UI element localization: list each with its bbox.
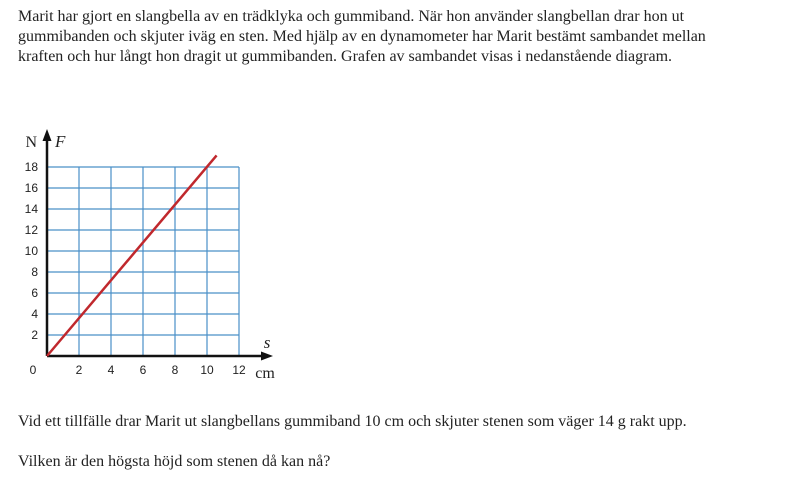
y-axis-label: F — [55, 132, 66, 151]
y-tick-label: 4 — [31, 307, 38, 321]
x-tick-labels — [76, 363, 246, 377]
x-axis-unit: cm — [255, 365, 275, 382]
y-axis-arrow-icon — [43, 129, 52, 141]
y-tick-label: 12 — [24, 223, 38, 237]
question-setup: Vid ett tillfälle drar Marit ut slangbellans gummiband 10 cm och skjuter stenen som väger 14 g rakt upp. — [18, 413, 687, 430]
y-tick-label: 16 — [24, 181, 38, 195]
chart-series — [47, 155, 217, 356]
y-tick-labels — [25, 160, 39, 342]
y-axis-unit: N — [25, 134, 37, 151]
origin-label: 0 — [29, 363, 37, 377]
y-tick-label: 18 — [24, 160, 38, 174]
force-extension-chart — [0, 110, 300, 400]
x-tick-label: 4 — [107, 363, 115, 377]
x-tick-label: 10 — [200, 363, 214, 377]
y-tick-label: 2 — [31, 328, 38, 342]
x-tick-label: 6 — [139, 363, 147, 377]
y-tick-label: 6 — [31, 286, 38, 300]
y-tick-label: 8 — [31, 265, 38, 279]
series-line — [47, 155, 217, 356]
question-prompt: Vilken är den högsta höjd som stenen då kan nå? — [18, 453, 331, 470]
x-tick-label: 2 — [75, 363, 83, 377]
problem-intro: Marit har gjort en slangbella av en trädklyka och gummiband. När hon använder slangbellan drar hon ut gummibanden och skjuter iväg en sten. Med hjälp av en dynamometer har Marit bestämt sambandet mellan kraften och hur långt hon dragit ut gummibanden. Grafen av sambandet visas i nedanstående diagram. — [18, 8, 706, 65]
x-axis-arrow-icon — [261, 352, 273, 361]
y-tick-label: 10 — [24, 244, 38, 258]
x-axis-label: s — [263, 333, 271, 352]
chart-grid — [47, 167, 239, 356]
x-tick-label: 12 — [232, 363, 246, 377]
x-tick-label: 8 — [171, 363, 179, 377]
y-tick-label: 14 — [24, 202, 38, 216]
